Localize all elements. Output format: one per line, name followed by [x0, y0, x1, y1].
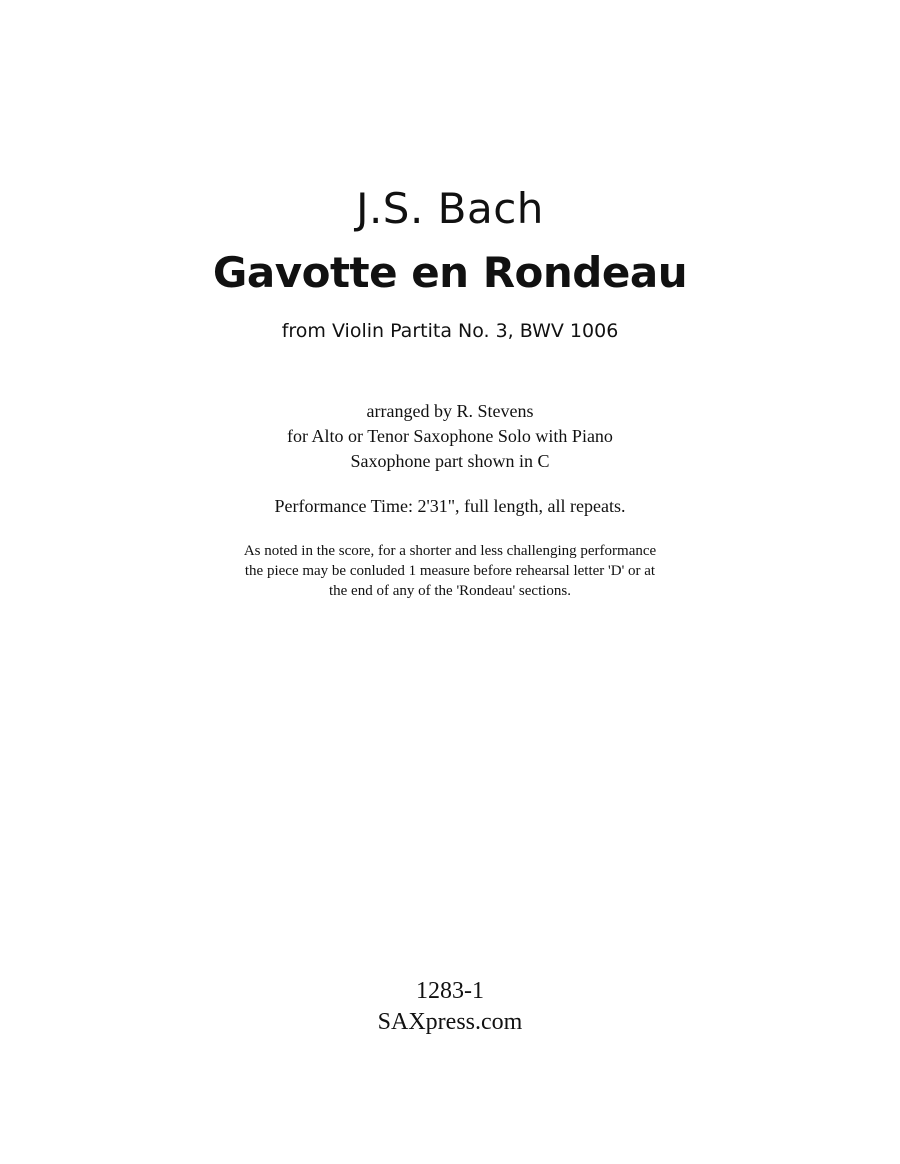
source-subtitle: from Violin Partita No. 3, BWV 1006 — [281, 320, 619, 342]
catalog-number: 1283-1 — [416, 978, 484, 1004]
instrumentation-line: for Alto or Tenor Saxophone Solo with Piano — [287, 426, 613, 446]
piece-title: Gavotte en Rondeau — [212, 248, 688, 297]
publisher-name: SAXpress.com — [377, 1009, 523, 1035]
performance-note-line: the piece may be conluded 1 measure before rehearsal letter 'D' or at — [244, 563, 656, 579]
composer-name: J.S. Bach — [356, 184, 544, 233]
transposition-line: Saxophone part shown in C — [350, 451, 550, 471]
performance-note-line: As noted in the score, for a shorter and less challenging performance — [243, 543, 657, 559]
performance-time: Performance Time: 2'31", full length, all repeats. — [274, 496, 626, 516]
arranger-credit: arranged by R. Stevens — [366, 401, 534, 421]
performance-note-line: the end of any of the 'Rondeau' sections. — [328, 583, 571, 599]
